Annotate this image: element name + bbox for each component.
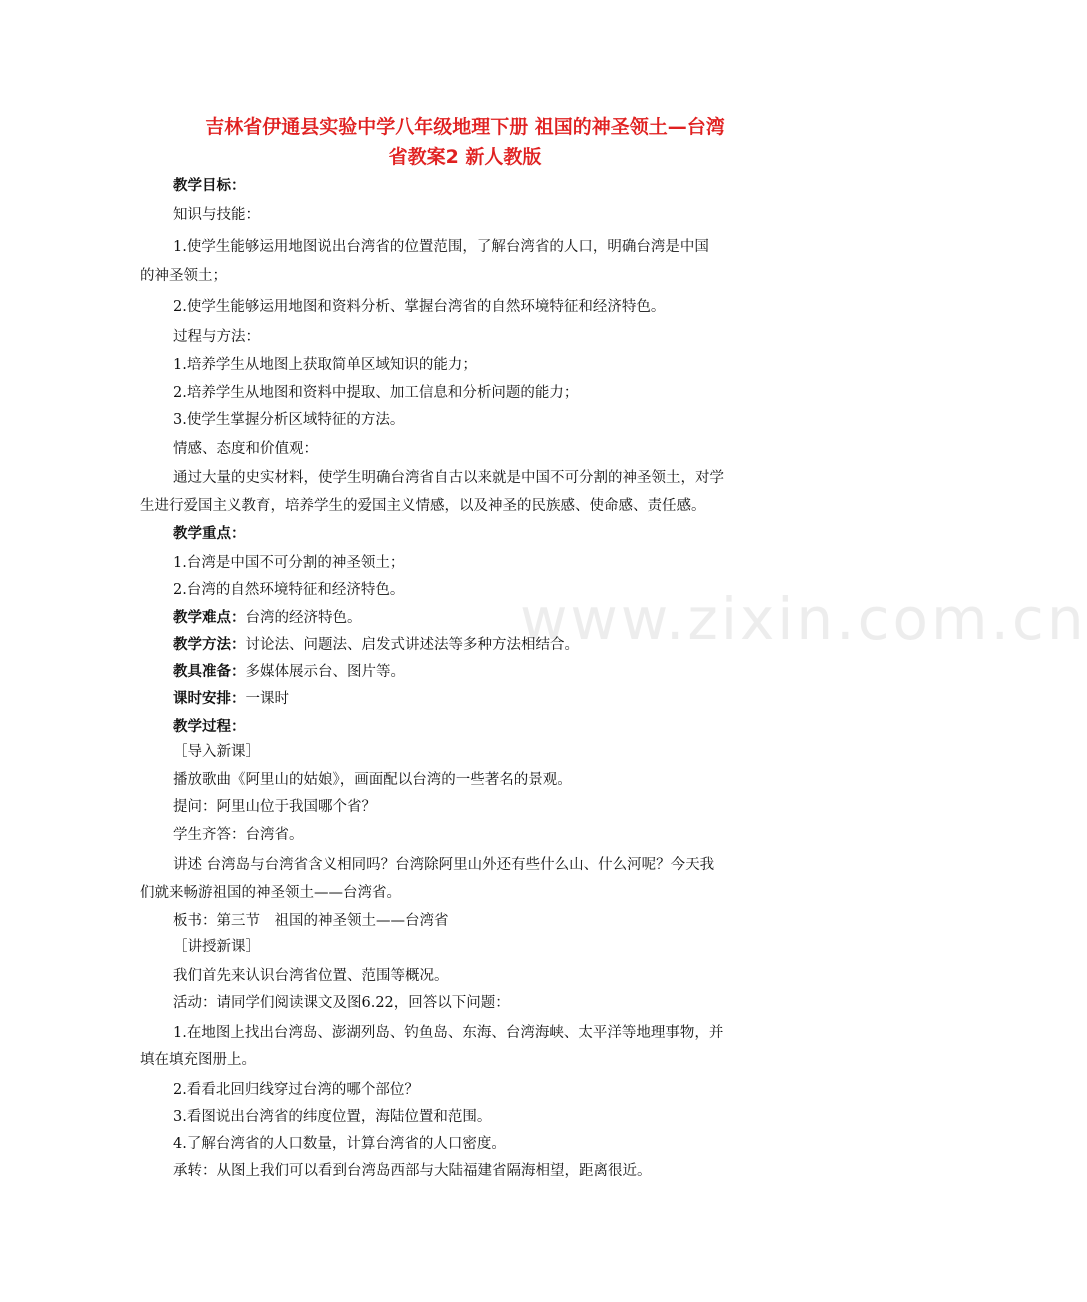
paragraph-line: 2.台湾的自然环境特征和经济特色。 (173, 582, 405, 598)
paragraph-line: 承转：从图上我们可以看到台湾岛西部与大陆福建省隔海相望，距离很近。 (173, 1163, 652, 1179)
method-label: 教学方法： (173, 637, 246, 653)
paragraph-line: 1.台湾是中国不可分割的神圣领土； (173, 555, 405, 571)
paragraph-line: 3.使学生掌握分析区域特征的方法。 (173, 412, 405, 428)
heading-teaching-process: 教学过程： (173, 719, 246, 735)
document-title-line-1: 吉林省伊通县实验中学八年级地理下册 祖国的神圣领土—台湾 (205, 116, 725, 138)
difficulty-label: 教学难点： (173, 610, 246, 626)
paragraph-line: 通过大量的史实材料，使学生明确台湾省自古以来就是中国不可分割的神圣领土，对学 (173, 470, 724, 486)
paragraph-line: 1.使学生能够运用地图说出台湾省的位置范围，了解台湾省的人口，明确台湾是中国 (173, 239, 709, 255)
paragraph-line: 2.培养学生从地图和资料中提取、加工信息和分析问题的能力； (173, 385, 579, 401)
paragraph-line: 学生齐答：台湾省。 (173, 827, 304, 843)
difficulty-line (173, 608, 362, 628)
document-title-line-2: 省教案2 新人教版 (388, 146, 542, 168)
section-intro-new-lesson: ［导入新课］ (173, 744, 260, 760)
subheading-knowledge-skills: 知识与技能： (173, 207, 260, 223)
tools-text: 多媒体展示台、图片等。 (245, 664, 405, 680)
subheading-emotion-values: 情感、态度和价值观： (173, 441, 318, 457)
method-text: 讨论法、问题法、启发式讲述法等多种方法相结合。 (245, 637, 579, 653)
paragraph-line: 们就来畅游祖国的神圣领土——台湾省。 (140, 885, 401, 901)
watermark: www.zixin.com.cn (520, 585, 1087, 653)
schedule-line (173, 689, 289, 709)
tools-line (173, 662, 405, 682)
paragraph-line: 4.了解台湾省的人口数量，计算台湾省的人口密度。 (173, 1136, 506, 1152)
schedule-label: 课时安排： (173, 691, 246, 707)
heading-teaching-goals: 教学目标： (173, 178, 246, 194)
difficulty-text: 台湾的经济特色。 (245, 610, 362, 626)
section-new-lesson: ［讲授新课］ (173, 939, 260, 955)
paragraph-line: 1.培养学生从地图上获取简单区域知识的能力； (173, 357, 477, 373)
paragraph-line: 我们首先来认识台湾省位置、范围等概况。 (173, 968, 449, 984)
paragraph-line: 3.看图说出台湾省的纬度位置，海陆位置和范围。 (173, 1109, 492, 1125)
paragraph-line: 的神圣领土； (140, 268, 227, 284)
paragraph-line: 2.使学生能够运用地图和资料分析、掌握台湾省的自然环境特征和经济特色。 (173, 299, 666, 315)
paragraph-line: 填在填充图册上。 (140, 1052, 256, 1068)
paragraph-line: 生进行爱国主义教育，培养学生的爱国主义情感，以及神圣的民族感、使命感、责任感。 (140, 498, 706, 514)
tools-label: 教具准备： (173, 664, 246, 680)
schedule-text: 一课时 (245, 691, 289, 707)
paragraph-line: 讲述 台湾岛与台湾省含义相同吗？台湾除阿里山外还有些什么山、什么河呢？今天我 (173, 857, 715, 873)
subheading-process-methods: 过程与方法： (173, 329, 260, 345)
paragraph-line: 提问：阿里山位于我国哪个省？ (173, 799, 376, 815)
paragraph-line: 1.在地图上找出台湾岛、澎湖列岛、钓鱼岛、东海、台湾海峡、太平洋等地理事物，并 (173, 1025, 724, 1041)
method-line (173, 635, 579, 655)
paragraph-line: 2.看看北回归线穿过台湾的哪个部位？ (173, 1082, 419, 1098)
paragraph-line: 播放歌曲《阿里山的姑娘》，画面配以台湾的一些著名的景观。 (173, 772, 572, 788)
paragraph-line: 活动：请同学们阅读课文及图6.22，回答以下问题： (173, 995, 510, 1011)
paragraph-line: 板书：第三节 祖国的神圣领土——台湾省 (173, 913, 449, 929)
heading-key-points: 教学重点： (173, 526, 246, 542)
